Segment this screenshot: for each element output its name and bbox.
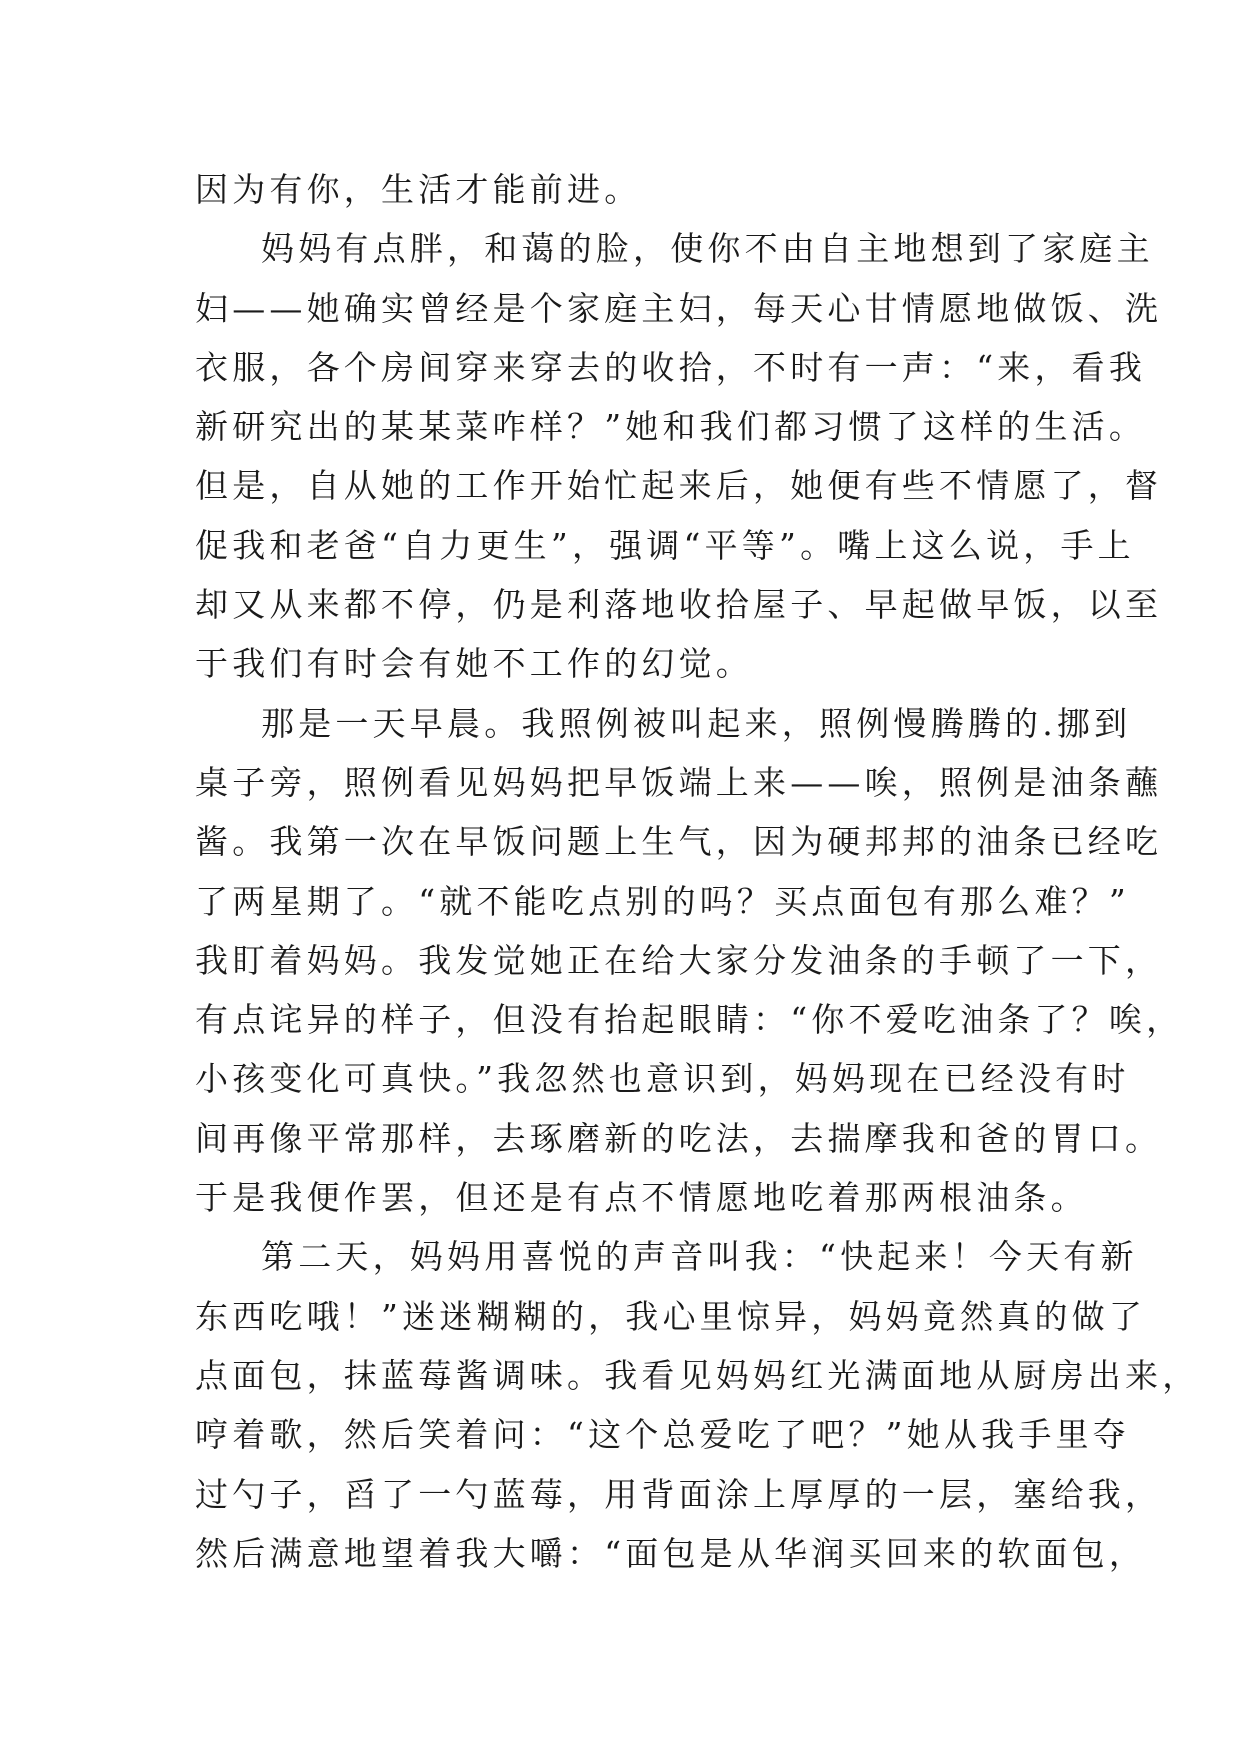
text-line: 过勺子，舀了一勺蓝莓，用背面涂上厚厚的一层，塞给我，	[195, 1474, 1163, 1514]
text-line: 衣服，各个房间穿来穿去的收拾，不时有一声：“来，看我	[195, 347, 1147, 387]
text-line: 酱。我第一次在早饭问题上生气，因为硬邦邦的油条已经吃	[195, 822, 1163, 862]
text-line: 于我们有时会有她不工作的幻觉。	[195, 644, 753, 684]
text-line: 点面包，抹蓝莓酱调味。我看见妈妈红光满面地从厨房出来，	[195, 1355, 1200, 1395]
text-line: 但是，自从她的工作开始忙起来后，她便有些不情愿了，督	[195, 466, 1163, 506]
text-line: 新研究出的某某菜咋样？”她和我们都习惯了这样的生活。	[195, 407, 1147, 447]
text-line: 促我和老爸“自力更生”，强调“平等”。嘴上这么说，手上	[195, 525, 1135, 565]
text-line: 哼着歌，然后笑着问：“这个总爱吃了吧？”她从我手里夺	[195, 1415, 1130, 1455]
text-line: 于是我便作罢，但还是有点不情愿地吃着那两根油条。	[195, 1178, 1088, 1218]
text-line: 因为有你，生活才能前进。	[195, 170, 642, 209]
text-line: 第二天，妈妈用喜悦的声音叫我：“快起来！今天有新	[261, 1237, 1138, 1277]
text-line: 小孩变化可真快。”我忽然也意识到，妈妈现在已经没有时	[195, 1059, 1130, 1099]
body-text	[195, 160, 1200, 1583]
text-line: 妇——她确实曾经是个家庭主妇，每天心甘情愿地做饭、洗	[195, 288, 1163, 328]
text-line: 了两星期了。“就不能吃点别的吗？买点面包有那么难？”	[195, 881, 1130, 921]
text-line: 东西吃哦！”迷迷糊糊的，我心里惊异，妈妈竟然真的做了	[195, 1296, 1147, 1336]
text-line: 有点诧异的样子，但没有抬起眼睛：“你不爱吃油条了？唉，	[195, 1000, 1184, 1040]
text-line: 那是一天早晨。我照例被叫起来，照例慢腾腾的.挪到	[261, 703, 1132, 743]
text-line: 我盯着妈妈。我发觉她正在给大家分发油条的手顿了一下，	[195, 940, 1163, 980]
text-line: 却又从来都不停，仍是利落地收拾屋子、早起做早饭，以至	[195, 585, 1163, 625]
text-line: 然后满意地望着我大嚼：“面包是从华润买回来的软面包，	[195, 1533, 1147, 1573]
text-line: 妈妈有点胖，和蔼的脸，使你不由自主地想到了家庭主	[261, 229, 1154, 269]
text-line: 桌子旁，照例看见妈妈把早饭端上来——唉，照例是油条蘸	[195, 762, 1163, 802]
text-line: 间再像平常那样，去琢磨新的吃法，去揣摩我和爸的胃口。	[195, 1118, 1163, 1158]
